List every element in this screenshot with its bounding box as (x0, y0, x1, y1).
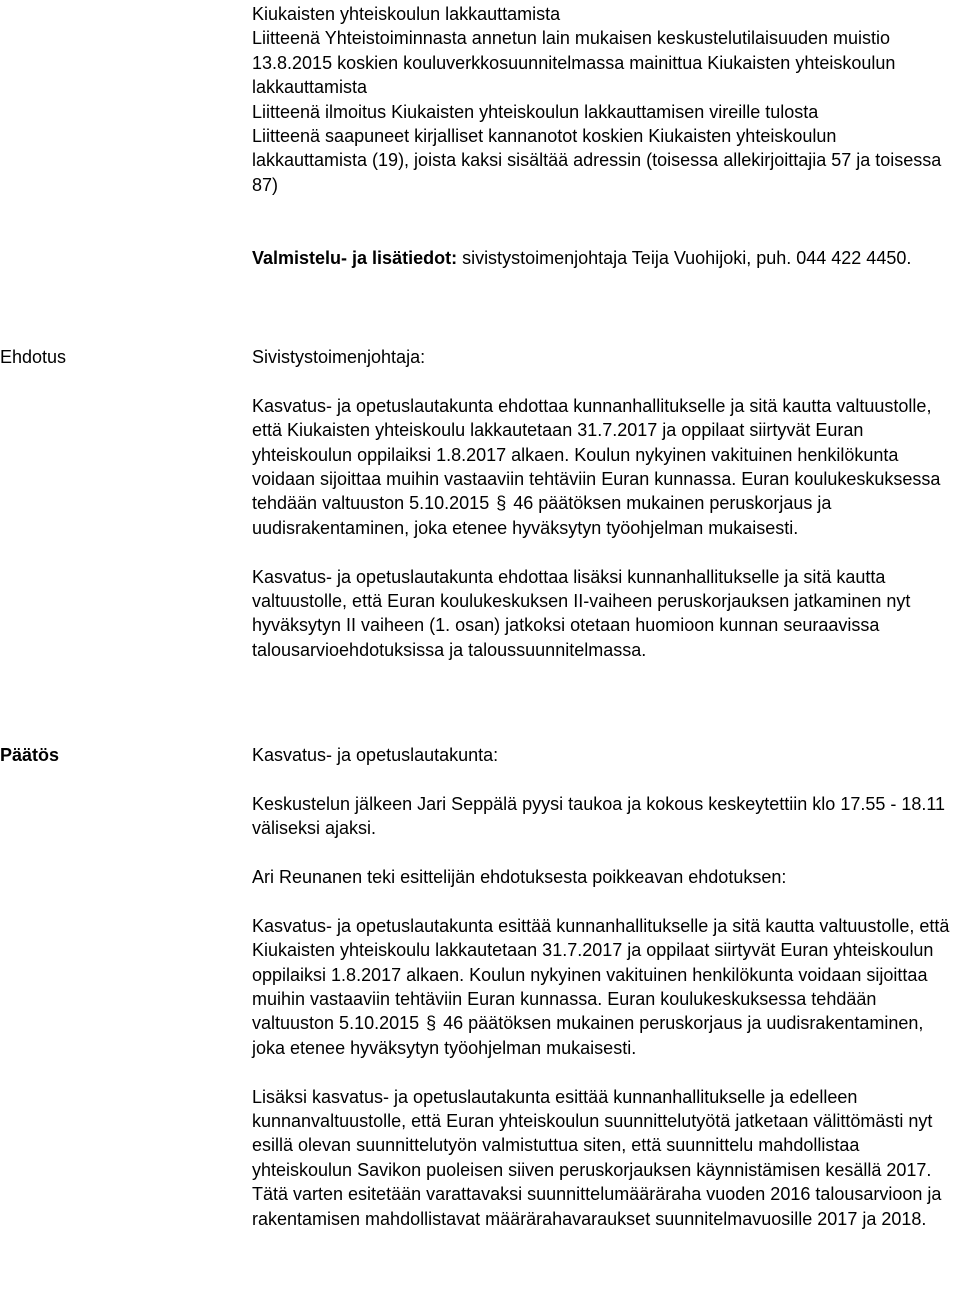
decision-paragraph-3 (252, 914, 952, 1060)
proposal-paragraph-1-text-b: 46 päätöksen mukainen peruskorjaus ja uudisrakentaminen, joka etenee hyväksytyn työohjelman mukaisesti. (252, 493, 832, 538)
proposal-paragraph-1 (252, 394, 952, 540)
preparation-info (252, 246, 952, 270)
section-symbol: § (426, 1013, 437, 1034)
proposal-paragraph-1-text-a: Kasvatus- ja opetuslautakunta ehdottaa kunnanhallitukselle ja sitä kautta valtuustolle, että Kiukaisten yhteiskoulu lakkautetaan 31.7.2017 ja oppilaat siirtyvät Euran yhteiskoulun oppilaiksi 1.8.2017 alkaen. Koulun nykyinen vakituinen henkilökunta voidaan sijoittaa muihin vastaaviin tehtäviin Euran kunnassa. Euran koulukeskuksessa tehdään valtuuston 5.10.2015 (252, 395, 941, 514)
attachment-list (252, 2, 952, 197)
decision-paragraph-2: Ari Reunanen teki esittelijän ehdotuksesta poikkeavan ehdotuksen: (252, 867, 787, 887)
attachment-line: Liitteenä Yhteistoiminnasta annetun lain mukaisen keskustelutilaisuuden muistio 13.8.2015 koskien kouluverkkosuunnitelmassa mainittua Kiukaisten yhteiskoulun lakkauttamista (252, 28, 896, 98)
decision-paragraph-3-text-a: Kasvatus- ja opetuslautakunta esittää kunnanhallitukselle ja sitä kautta valtuustolle, että Kiukaisten yhteiskoulu lakkautetaan 31.7.2017 ja oppilaat siirtyvät Euran yhteiskoulun oppilaiksi 1.8.2017 alkaen. Koulun nykyinen vakituinen henkilökunta voidaan sijoittaa muihin vastaaviin tehtäviin Euran kunnassa. Euran koulukeskuksessa tehdään valtuuston 5.10.2015 (252, 915, 950, 1034)
proposal-label: Ehdotus (0, 347, 67, 367)
attachment-line: Liitteenä ilmoitus Kiukaisten yhteiskoulun lakkauttamisen vireille tulosta (252, 101, 819, 122)
proposal-paragraph-2: Kasvatus- ja opetuslautakunta ehdottaa lisäksi kunnanhallitukselle ja sitä kautta valtuustolle, että Euran koulukeskuksen II-vaiheen peruskorjauksen jatkaminen nyt hyväksytyn II vaiheen (1. osan) jatkoksi otetaan huomioon kunnan seuraavissa talousarvioehdotuksissa ja taloussuunnitelmassa. (252, 566, 911, 660)
decision-body (252, 743, 952, 1231)
decision-label: Päätös (0, 745, 60, 765)
preparation-label: Valmistelu- ja lisätiedot: (252, 248, 458, 268)
decision-speaker: Kasvatus- ja opetuslautakunta: (252, 745, 499, 765)
attachment-line: Liitteenä saapuneet kirjalliset kannanotot koskien Kiukaisten yhteiskoulun lakkauttamista (19), joista kaksi sisältää adressin (toisessa allekirjoittajia 57 ja toisessa 87) (252, 126, 942, 195)
decision-paragraph-1: Keskustelun jälkeen Jari Seppälä pyysi taukoa ja kokous keskeytettiin klo 17.55 - 18.11 väliseksi ajaksi. (252, 793, 946, 839)
decision-paragraph-4: Lisäksi kasvatus- ja opetuslautakunta esittää kunnanhallitukselle ja edelleen kunnanvaltuustolle, että Euran yhteiskoulun suunnittelutyötä jatketaan välittömästi nyt esillä olevan suunnittelutyön valmistuttua siten, että suunnittelu mahdollistaa yhteiskoulun Savikon puoleisen siiven peruskorjauksen käynnistämisen kesällä 2017. Tätä varten esitetään varattavaksi suunnittelumääräraha vuoden 2016 talousarvioon ja rakentamisen mahdollistavat määrärahavaraukset suunnitelmavuosille 2017 ja 2018. (252, 1086, 942, 1229)
section-symbol: § (496, 493, 507, 514)
attachment-line: Kiukaisten yhteiskoulun lakkauttamista (252, 4, 561, 24)
decision-paragraph-3-text-b: 46 päätöksen mukainen peruskorjaus ja uudisrakentaminen, joka etenee hyväksytyn työohjelman mukaisesti. (252, 1013, 924, 1058)
proposal-body (252, 345, 952, 662)
proposal-speaker: Sivistystoimenjohtaja: (252, 347, 426, 367)
preparation-text: sivistystoimenjohtaja Teija Vuohijoki, puh. 044 422 4450. (457, 248, 912, 268)
